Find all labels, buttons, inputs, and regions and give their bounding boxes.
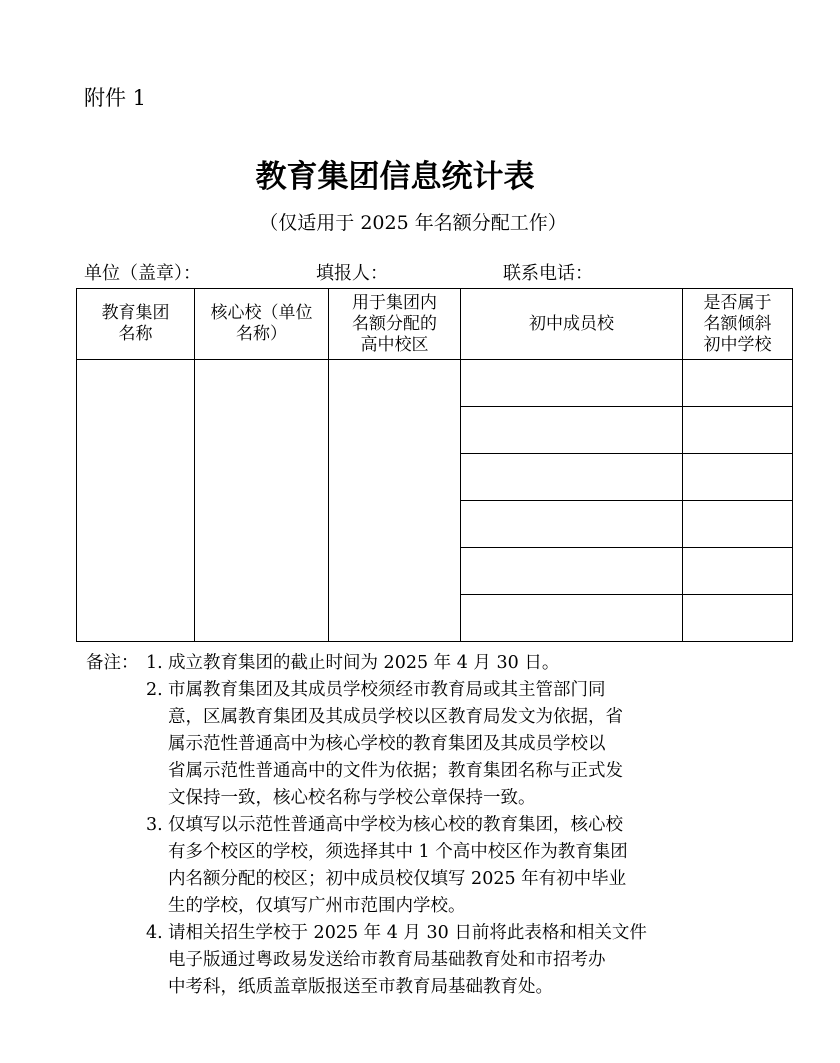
cell-junior-member-school[interactable] xyxy=(461,548,683,595)
cell-core-school[interactable] xyxy=(195,360,329,642)
note-number: 4. xyxy=(146,923,163,943)
header-group-name: 教育集团 名称 xyxy=(77,289,195,360)
note-number: 3. xyxy=(146,815,163,835)
cell-quota-tilt[interactable] xyxy=(683,501,793,548)
statistics-table xyxy=(76,288,793,642)
cell-group-name[interactable] xyxy=(77,360,195,642)
notes-label: 备注： xyxy=(86,653,139,673)
note-text: 市属教育集团及其成员学校须经市教育局或其主管部门同 意，区属教育集团及其成员学校以区教育局发文为依据，省 属示范性普通高中为核心学校的教育集团及其成员学校以 省属示范性普通高中的文件为依据；教育集团名称与正式发 文保持一致，核心校名称与学校公章保持一致。 xyxy=(168,680,623,808)
cell-junior-member-school[interactable] xyxy=(461,501,683,548)
table-header-row xyxy=(77,289,793,360)
cell-junior-member-school[interactable] xyxy=(461,360,683,407)
cell-junior-member-school[interactable] xyxy=(461,454,683,501)
cell-junior-member-school[interactable] xyxy=(461,407,683,454)
cell-junior-member-school[interactable] xyxy=(461,595,683,642)
cell-quota-tilt[interactable] xyxy=(683,548,793,595)
note-number: 1. xyxy=(146,653,163,673)
note-item xyxy=(86,650,726,677)
notes-section xyxy=(86,650,726,1001)
note-item xyxy=(86,677,726,812)
note-text: 请相关招生学校于 2025 年 4 月 30 日前将此表格和相关文件 电子版通过粤政易发送给市教育局基础教育处和市招考办 中考科，纸质盖章版报送至市教育局基础教育处。 xyxy=(168,923,647,997)
note-item xyxy=(86,920,726,1001)
cell-high-school-campus[interactable] xyxy=(329,360,461,642)
cell-quota-tilt[interactable] xyxy=(683,407,793,454)
note-item xyxy=(86,812,726,920)
cell-quota-tilt[interactable] xyxy=(683,360,793,407)
header-core-school: 核心校（单位 名称） xyxy=(195,289,329,360)
table-row xyxy=(77,360,793,407)
reporter-field-label: 填报人： xyxy=(316,263,388,284)
cell-quota-tilt[interactable] xyxy=(683,454,793,501)
document-title: 教育集团信息统计表 xyxy=(255,159,535,195)
note-number: 2. xyxy=(146,680,163,700)
attachment-label: 附件 1 xyxy=(84,86,147,110)
unit-field-label: 单位（盖章）： xyxy=(84,263,201,284)
note-text: 仅填写以示范性普通高中学校为核心校的教育集团，核心校 有多个校区的学校，须选择其中 1 个高中校区作为教育集团 内名额分配的校区；初中成员校仅填写 2025 年有初中毕业 生的学校，仅填写广州市范围内学校。 xyxy=(168,815,628,916)
phone-field-label: 联系电话： xyxy=(503,263,593,284)
header-junior-member-school: 初中成员校 xyxy=(461,289,683,360)
header-high-school-campus: 用于集团内 名额分配的 高中校区 xyxy=(329,289,461,360)
cell-quota-tilt[interactable] xyxy=(683,595,793,642)
document-subtitle: （仅适用于 2025 年名额分配工作） xyxy=(259,212,567,234)
note-text: 成立教育集团的截止时间为 2025 年 4 月 30 日。 xyxy=(168,653,560,673)
header-quota-tilt-school: 是否属于 名额倾斜 初中学校 xyxy=(683,289,793,360)
